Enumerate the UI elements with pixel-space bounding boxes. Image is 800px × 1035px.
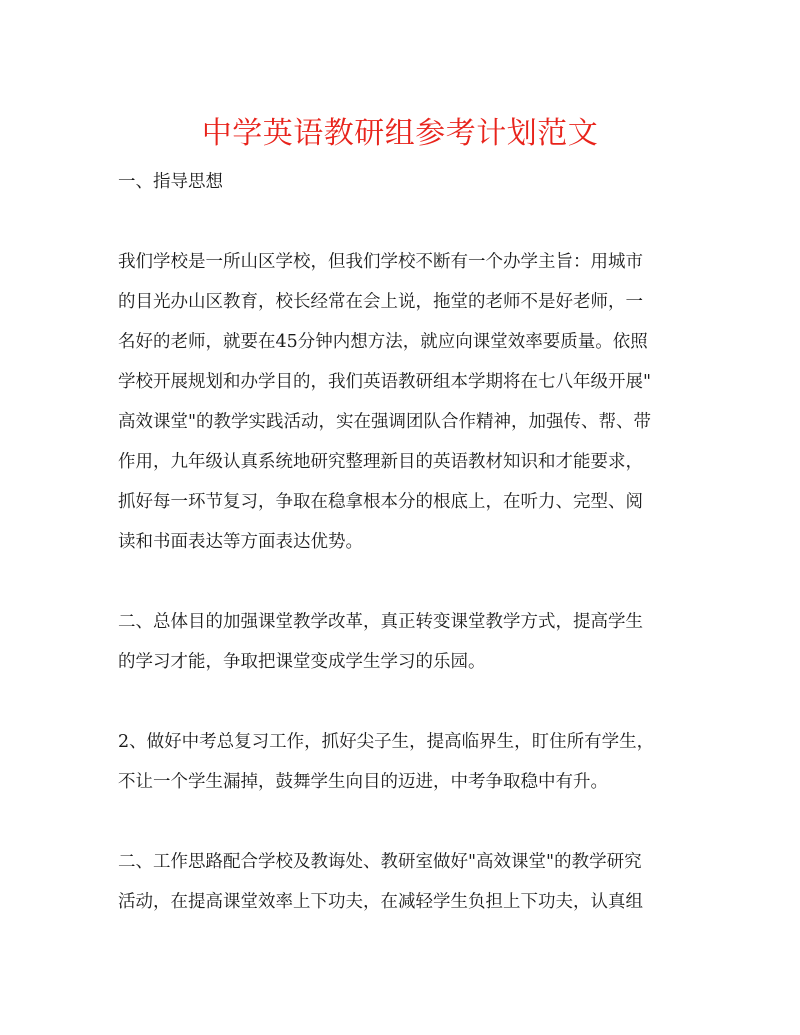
text-line: 名好的老师，就要在45分钟内想方法，就应向课堂效率要质量。依照 [118,332,648,352]
text-line: 的目光办山区教育，校长经常在会上说，拖堂的老师不是好老师，一 [118,292,643,312]
text-line: 作用，九年级认真系统地研究整理新目的英语教材知识和才能要求， [118,452,643,472]
text-line: 2、做好中考总复习工作，抓好尖子生，提高临界生，盯住所有学生， [118,732,655,752]
text-line: 活动，在提高课堂效率上下功夫，在减轻学生负担上下功夫，认真组 [118,892,643,912]
text-line: 学校开展规划和办学目的，我们英语教研组本学期将在七八年级开展" [118,372,652,392]
text-line: 二、工作思路配合学校及教诲处、教研室做好"高效课堂"的教学研究 [118,852,642,872]
paragraph-overall-goal [118,602,686,682]
paragraph-exam-review [118,722,686,802]
text-line: 我们学校是一所山区学校，但我们学校不断有一个办学主旨：用城市 [118,252,643,272]
paragraph-school-mission [118,242,686,562]
document-title: 中学英语教研组参考计划范文 [201,116,599,151]
paragraph-gap [118,562,686,602]
paragraph-gap [118,682,686,722]
paragraph-work-approach [118,842,686,922]
paragraph-gap [118,202,686,242]
text-line: 抓好每一环节复习，争取在稳拿根本分的根底上，在听力、完型、阅 [118,492,643,512]
text-line: 一、指导思想 [118,172,223,192]
text-line: 的学习才能，争取把课堂变成学生学习的乐园。 [118,652,486,672]
text-line: 读和书面表达等方面表达优势。 [118,532,363,552]
section-heading-guiding-ideology [118,162,686,202]
text-line: 不让一个学生漏掉，鼓舞学生向目的迈进，中考争取稳中有升。 [118,772,608,792]
text-line: 二、总体目的加强课堂教学改革，真正转变课堂教学方式，提高学生 [118,612,643,632]
text-line: 高效课堂"的教学实践活动，实在强调团队合作精神，加强传、帮、带 [118,412,652,432]
document-body [118,162,686,922]
paragraph-gap [118,802,686,842]
